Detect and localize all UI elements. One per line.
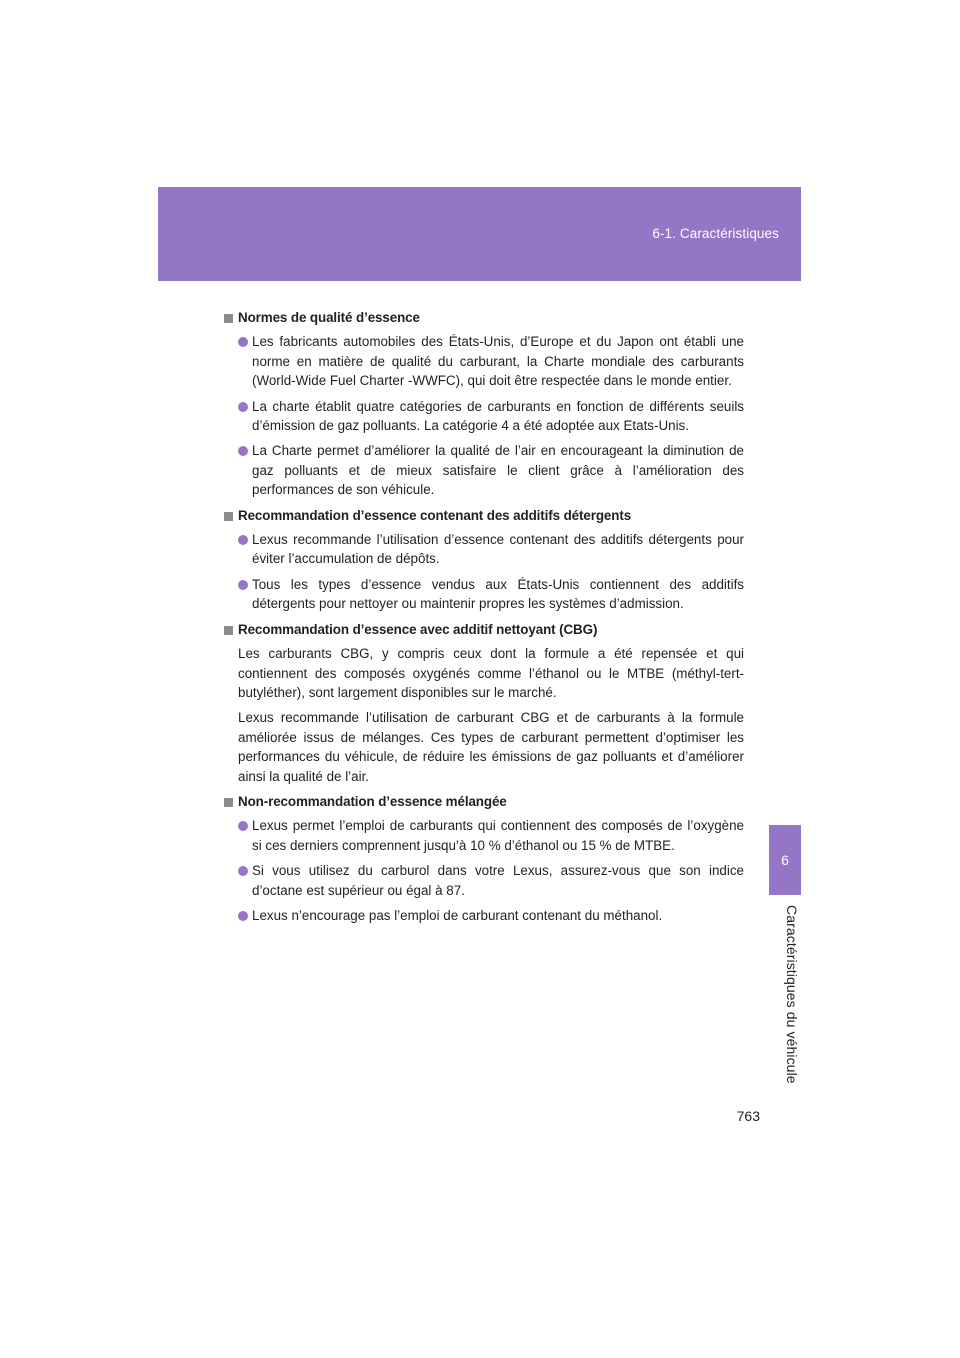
section-fuel-quality-standards <box>224 308 744 500</box>
section-detergent-additives <box>224 506 744 614</box>
list-item: Les fabricants automobiles des États-Unis, d’Europe et du Japon ont établi une norme en matière de qualité du carburant, la Charte mondiale des carburants (World-Wide Fuel Charter -WWFC), qui doit être respectée dans le monde entier. <box>224 332 744 390</box>
square-bullet-icon <box>224 314 233 323</box>
chapter-number: 6 <box>781 852 789 868</box>
circle-bullet-icon <box>238 911 248 921</box>
section-blended-fuel <box>224 792 744 925</box>
square-bullet-icon <box>224 626 233 635</box>
paragraph: Les carburants CBG, y compris ceux dont la formule a été repensée et qui contiennent des composés oxygénés comme l’éthanol ou le MTBE (méthyl-tert-butyléther), sont largement disponibles sur le marché. <box>238 646 744 700</box>
list-item: La charte établit quatre catégories de carburants en fonction de différents seuils d’émission de gaz polluants. La catégorie 4 a été adoptée aux Etats-Unis. <box>224 397 744 436</box>
page-content <box>224 308 744 931</box>
circle-bullet-icon <box>238 535 248 545</box>
circle-bullet-icon <box>238 866 248 876</box>
circle-bullet-icon <box>238 337 248 347</box>
list-item: Lexus n’encourage pas l’emploi de carburant contenant du méthanol. <box>224 906 744 925</box>
list-item: La Charte permet d’améliorer la qualité de l’air en encourageant la diminution de gaz polluants et de mieux satisfaire le client grâce à l’amélioration des performances de son véhicule. <box>224 441 744 499</box>
section-cbg-fuel <box>224 620 744 786</box>
circle-bullet-icon <box>238 446 248 456</box>
section-heading: Recommandation d’essence contenant des additifs détergents <box>224 506 744 525</box>
section-heading: Non-recommandation d’essence mélangée <box>224 792 744 811</box>
page-number: 763 <box>736 1108 760 1124</box>
paragraph: Lexus recommande l’utilisation de carburant CBG et de carburants à la formule améliorée issus de mélanges. Ces types de carburant permettent d’optimiser les performances du véhicule, de réduire les émissions de gaz polluants et d’améliorer ainsi la qualité de l’air. <box>238 710 744 784</box>
header-band <box>158 187 801 281</box>
list-item: Lexus recommande l’utilisation d’essence contenant des additifs détergents pour éviter l’accumulation de dépôts. <box>224 530 744 569</box>
chapter-tab[interactable] <box>769 825 801 895</box>
list-item: Lexus permet l’emploi de carburants qui contiennent des composés de l’oxygène si ces derniers comprennent jusqu’à 10 % d’éthanol ou 15 % de MTBE. <box>224 816 744 855</box>
list-item: Tous les types d’essence vendus aux États-Unis contiennent des additifs détergents pour nettoyer ou maintenir propres les systèmes d’admission. <box>224 575 744 614</box>
circle-bullet-icon <box>238 402 248 412</box>
circle-bullet-icon <box>238 821 248 831</box>
list-item: Si vous utilisez du carburol dans votre Lexus, assurez-vous que son indice d’octane est supérieur ou égal à 87. <box>224 861 744 900</box>
section-heading: Normes de qualité d’essence <box>224 308 744 327</box>
chapter-label: Caractéristiques du véhicule <box>784 905 800 1084</box>
square-bullet-icon <box>224 512 233 521</box>
section-heading: Recommandation d’essence avec additif nettoyant (CBG) <box>224 620 744 639</box>
section-title: 6-1. Caractéristiques <box>652 226 779 241</box>
circle-bullet-icon <box>238 580 248 590</box>
square-bullet-icon <box>224 798 233 807</box>
